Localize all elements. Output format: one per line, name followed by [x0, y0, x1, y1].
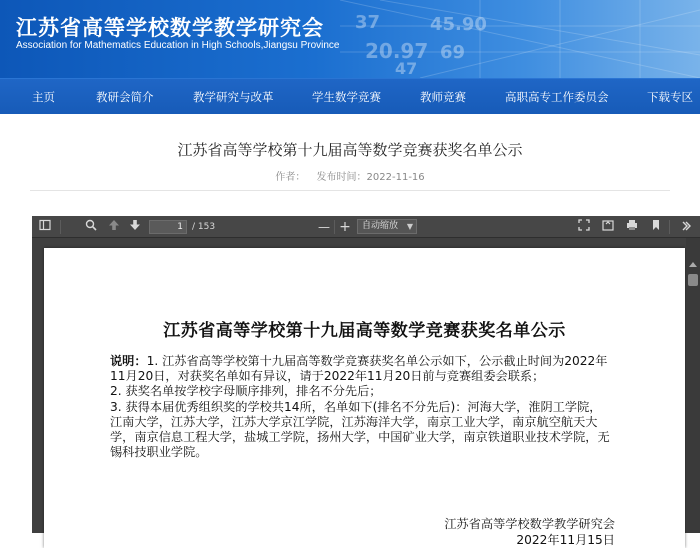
toolbar-separator [60, 220, 61, 234]
document-label: 说明： [110, 354, 147, 368]
toolbar-separator [334, 220, 335, 234]
divider [30, 190, 670, 191]
zoom-out-button[interactable]: — [318, 220, 330, 234]
document-body [110, 354, 610, 460]
site-subtitle: Association for Mathematics Education in High Schools,Jiangsu Province [16, 40, 340, 51]
pdf-viewer [32, 216, 700, 547]
article-meta [0, 168, 700, 183]
open-file-icon[interactable] [599, 218, 617, 236]
signature-org: 江苏省高等学校数学教学研究会 [444, 517, 615, 531]
nav-item-downloads[interactable]: 下载专区 [647, 90, 693, 104]
article-date: 发布时间：2022-11-16 [316, 172, 425, 183]
nav-item-student-competition[interactable]: 学生数学竞赛 [312, 90, 381, 104]
document-title: 江苏省高等学校第十九届高等数学竞赛获奖名单公示 [163, 321, 566, 341]
bookmark-icon[interactable] [647, 218, 665, 236]
nav-item-teacher-competition[interactable]: 教师竞赛 [420, 90, 466, 104]
toolbar-separator [669, 220, 670, 234]
nav-item-about[interactable]: 教研会简介 [96, 90, 154, 104]
scroll-up-icon[interactable] [689, 262, 697, 267]
site-title: 江苏省高等学校数学教学研究会 [16, 15, 324, 40]
scrollbar[interactable] [686, 238, 700, 533]
zoom-select[interactable] [357, 219, 417, 234]
sidebar-toggle-icon[interactable] [36, 218, 54, 236]
pdf-toolbar [32, 216, 700, 238]
banner-deco-number: 45.90 [430, 14, 487, 35]
chevron-down-icon: ▼ [406, 222, 413, 231]
document-paragraph: 2. 获奖名单按学校字母顺序排列，排名不分先后； [110, 384, 382, 399]
zoom-select-value: 自动缩放 [362, 221, 399, 231]
banner-deco-number: 37 [355, 12, 381, 33]
site-banner [0, 0, 700, 78]
page-number-input[interactable]: 1 [149, 220, 187, 234]
zoom-in-button[interactable]: + [339, 219, 351, 235]
pdf-page [44, 248, 685, 548]
next-page-icon[interactable] [126, 218, 144, 236]
nav-item-vocational-committee[interactable]: 高职高专工作委员会 [505, 90, 609, 104]
nav-item-teaching-research[interactable]: 教学研究与改革 [193, 90, 274, 104]
article-title: 江苏省高等学校第十九届高等数学竞赛获奖名单公示 [177, 141, 523, 159]
document-signature [444, 516, 615, 548]
search-icon[interactable] [82, 218, 100, 236]
document-paragraph [110, 354, 610, 384]
scrollbar-thumb[interactable] [688, 274, 698, 286]
banner-deco-number: 69 [440, 42, 466, 63]
document-paragraph-text: 1. 江苏省高等学校第十九届高等数学竞赛获奖名单公示如下，公示截止时间为2022年11月20日，对获奖名单如有异议，请于2022年11月20日前与竞赛组委会联系； [110, 354, 608, 384]
main-nav [0, 78, 700, 114]
signature-date: 2022年11月15日 [516, 533, 615, 547]
print-icon[interactable] [623, 218, 641, 236]
banner-deco-number: 47 [395, 59, 418, 78]
article-author: 作者： [275, 172, 306, 183]
previous-page-icon[interactable] [105, 218, 123, 236]
page-count: / 153 [192, 222, 216, 232]
nav-item-home[interactable]: 主页 [32, 90, 55, 104]
document-paragraph: 3. 获得本届优秀组织奖的学校共14所，名单如下(排名不分先后)：河海大学，淮阴工学院，江南大学，江苏大学，江苏大学京江学院，江苏海洋大学，南京工业大学，南京航空航天大学，南京信息工程大学，盐城工学院，扬州大学，中国矿业大学，南京铁道职业技术学院，无锡科技职业学院。 [110, 399, 610, 460]
fullscreen-icon[interactable] [575, 218, 593, 236]
tools-icon[interactable] [677, 218, 695, 236]
banner-deco-number: 20.97 [365, 39, 429, 63]
